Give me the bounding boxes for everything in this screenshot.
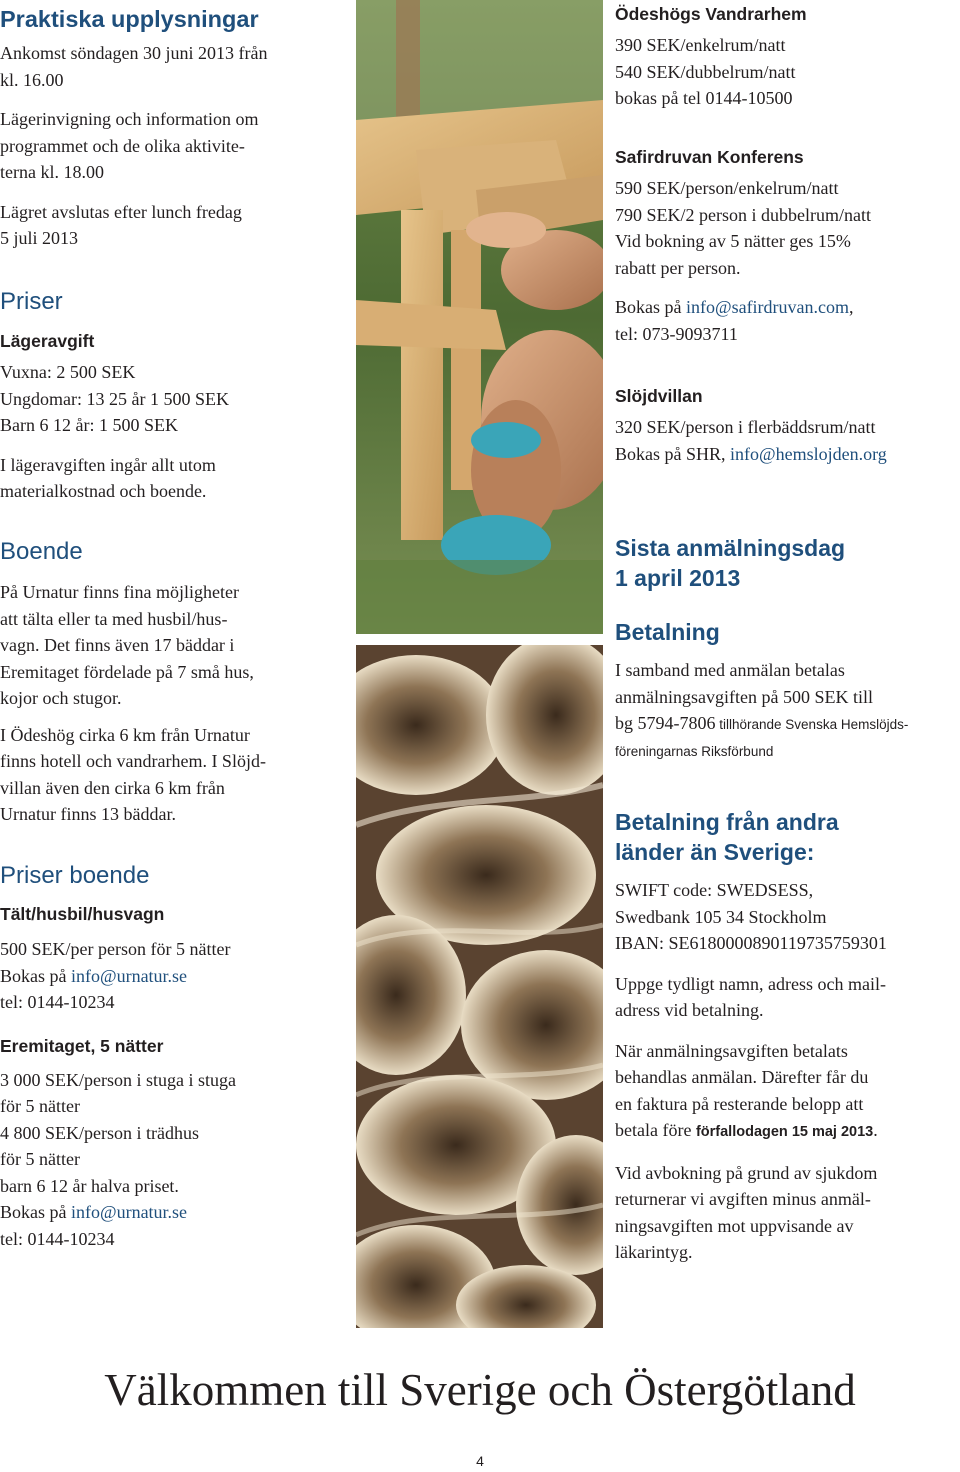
hostel-title: Ödeshögs Vandrarhem <box>615 4 807 24</box>
payment-bg-note: föreningarnas Riksförbund <box>615 743 774 759</box>
arrival-text: Ankomst söndagen 30 juni 2013 från kl. 16.00 <box>0 43 268 90</box>
safirdruvan-booking: Bokas på info@safirdruvan.com, tel: 073-9093711 <box>615 297 854 344</box>
housing-text-1: På Urnatur finns fina möjligheter att tälta eller ta med husbil/hus- vagn. Det finns även 17 bäddar i Eremitaget fördelade på 7 små hus, kojor och stugor. <box>0 582 254 708</box>
fee-list: Vuxna: 2 500 SEK Ungdomar: 13 25 år 1 500 SEK Barn 6 12 år: 1 500 SEK <box>0 362 229 435</box>
slojdvillan-section <box>615 384 955 467</box>
bank-details: SWIFT code: SWEDSESS, Swedbank 105 34 Stockholm IBAN: SE6180000890119735759301 <box>615 880 887 953</box>
practical-title: Praktiska upplysningar <box>0 6 259 32</box>
due-date: förfallodagen 15 maj 2013 <box>695 1124 874 1140</box>
hermit-email-link[interactable]: info@urnatur.se <box>71 1202 188 1222</box>
slojdvillan-email-link[interactable]: info@hemslojden.org <box>730 443 887 464</box>
hermit-text: 3 000 SEK/person i stuga i stuga för 5 nätter 4 800 SEK/person i trädhus för 5 nätter barn 6 12 år halva priset. Bokas på info@urnatur.se tel: 0144-10234 <box>0 1069 236 1249</box>
payment-note: Uppge tydligt namn, adress och mail- adress vid betalning. <box>615 973 886 1020</box>
payment-process: När anmälningsavgiften betalats behandlas anmälan. Därefter får du en faktura på resterande belopp att betala före förfallodagen 15 maj 2013. <box>615 1040 878 1140</box>
page-number: 4 <box>476 1453 484 1469</box>
woodwork-photo-image <box>356 0 603 634</box>
tent-title: Tält/husbil/husvagn <box>0 904 165 924</box>
housing-section <box>0 538 345 828</box>
prices-title: Priser <box>0 288 63 315</box>
safirdruvan-title: Safirdruvan Konferens <box>615 147 804 167</box>
included-text: I lägeravgiften ingår allt utom materialkostnad och boende. <box>0 454 216 501</box>
welcome-title: Välkommen till Sverige och Östergötland <box>104 1365 856 1415</box>
practical-section <box>0 4 345 252</box>
tent-email-link[interactable]: info@urnatur.se <box>71 965 188 986</box>
safirdruvan-email-link[interactable]: info@safirdruvan.com <box>686 297 850 317</box>
slojdvillan-title: Slöjdvillan <box>615 386 703 406</box>
payment-section <box>615 617 960 763</box>
slojdvillan-text: 320 SEK/person i flerbäddsrum/natt Bokas på SHR, info@hemslojden.org <box>615 417 887 464</box>
hostel-section <box>615 2 955 112</box>
opening-text: Lägerinvigning och information om programmet och de olika aktivite- terna kl. 18.00 <box>0 109 259 182</box>
housing-prices-title: Priser boende <box>0 862 150 889</box>
housing-text-2: I Ödeshög cirka 6 km från Urnatur finns hotell och vandrarhem. I Slöjd- villan även den cirka 6 km från Urnatur finns 13 bäddar. <box>0 724 266 824</box>
cancellation-text: Vid avbokning på grund av sjukdom returnerar vi avgiften minus anmäl- ningsavgiften mot uppvisande av läkarintyg. <box>615 1162 878 1262</box>
basket-photo-image <box>356 645 603 1328</box>
safirdruvan-section <box>615 145 955 347</box>
deadline-section <box>615 533 955 593</box>
basket-photo <box>356 645 603 1328</box>
payment-text: I samband med anmälan betalas anmälningsavgiften på 500 SEK till bg 5794-7806 tillhörande Svenska Hemslöjds- <box>615 660 909 733</box>
fee-title: Lägeravgift <box>0 331 95 351</box>
housing-prices-section <box>0 862 345 1252</box>
foreign-payment-section <box>615 807 960 1266</box>
prices-section <box>0 288 345 505</box>
foreign-payment-title: Betalning från andra länder än Sverige: <box>615 809 839 865</box>
payment-title: Betalning <box>615 619 720 645</box>
hostel-text: 390 SEK/enkelrum/natt 540 SEK/dubbelrum/natt bokas på tel 0144-10500 <box>615 35 796 108</box>
housing-title: Boende <box>0 538 83 565</box>
tent-text: 500 SEK/per person för 5 nätter Bokas på info@urnatur.se tel: 0144-10234 <box>0 939 231 1012</box>
safirdruvan-text: 590 SEK/person/enkelrum/natt 790 SEK/2 person i dubbelrum/natt Vid bokning av 5 nätter ges 15% rabatt per person. <box>615 178 871 278</box>
woodwork-photo <box>356 0 603 634</box>
deadline-title: Sista anmälningsdag 1 april 2013 <box>615 535 846 591</box>
hermit-title: Eremitaget, 5 nätter <box>0 1035 164 1056</box>
ending-text: Lägret avslutas efter lunch fredag 5 juli 2013 <box>0 201 242 248</box>
